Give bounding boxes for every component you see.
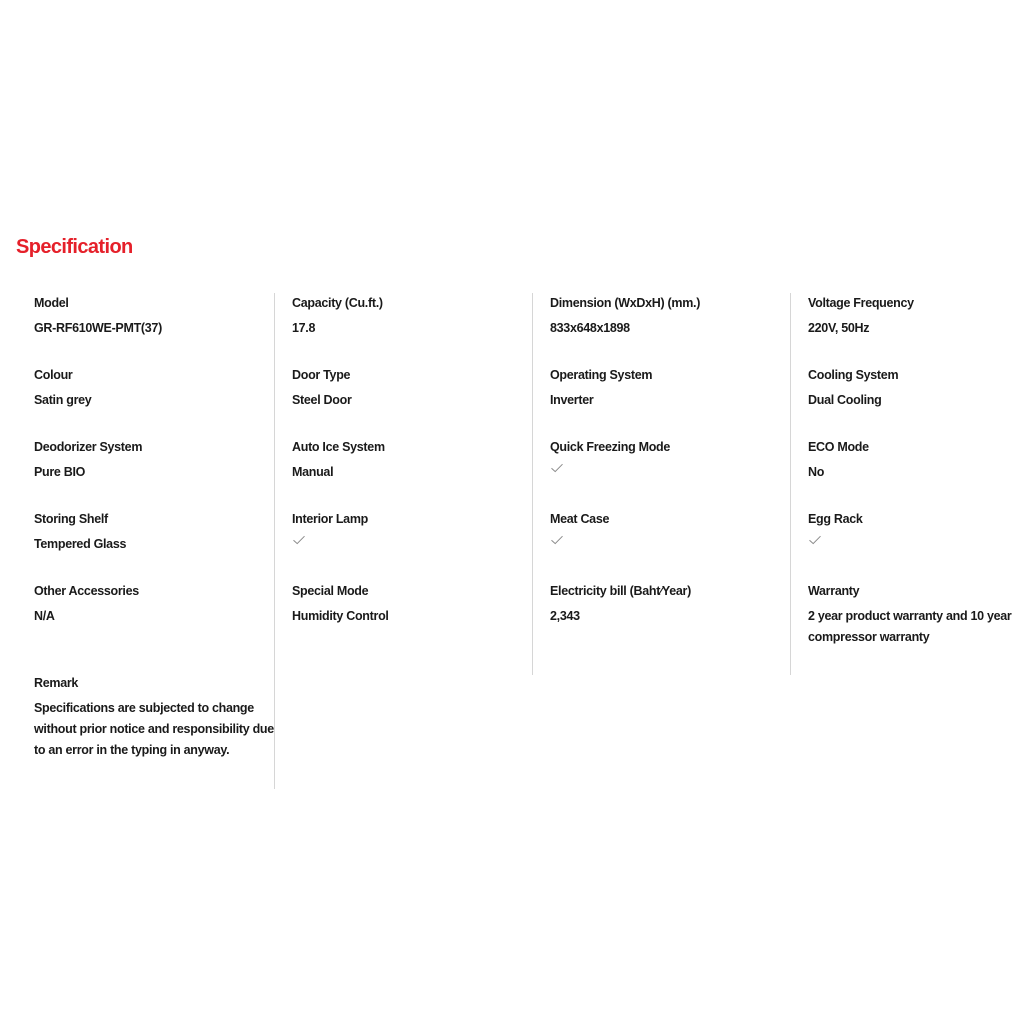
spec-item-warranty — [808, 581, 1020, 653]
spec-item-dimension — [550, 293, 790, 365]
spec-item-egg-rack — [808, 509, 1020, 581]
column-divider — [790, 293, 791, 675]
spec-value: Tempered Glass — [34, 537, 127, 551]
spec-column-4 — [808, 293, 1020, 653]
spec-label: Remark — [34, 676, 79, 690]
section-title: Specification — [16, 236, 133, 258]
spec-item-meat-case — [550, 509, 790, 581]
spec-label: Storing Shelf — [34, 512, 108, 526]
spec-item-eco-mode — [808, 437, 1020, 509]
remark-text: Specifications are subjected to change without prior notice and responsibility due to an error in the typing in anyway. — [34, 701, 274, 757]
spec-item-auto-ice-system — [292, 437, 532, 509]
spec-label: Cooling System — [808, 368, 899, 382]
spec-label: Interior Lamp — [292, 512, 368, 526]
spec-label: Dimension (WxDxH) (mm.) — [550, 296, 701, 310]
spec-value: 2 year product warranty and 10 year compressor warranty — [808, 609, 1012, 644]
spec-value: Manual — [292, 465, 334, 479]
spec-item-door-type — [292, 365, 532, 437]
spec-label: Model — [34, 296, 69, 310]
spec-item-model — [34, 293, 274, 365]
spec-value: Pure BIO — [34, 465, 86, 479]
spec-value: Satin grey — [34, 393, 92, 407]
spec-value: 220V, 50Hz — [808, 321, 870, 335]
spec-item-other-accessories — [34, 581, 274, 653]
spec-item-remark — [34, 673, 274, 761]
spec-value: 2,343 — [550, 609, 580, 623]
spec-column-2 — [292, 293, 532, 653]
spec-item-capacity — [292, 293, 532, 365]
spec-item-storing-shelf — [34, 509, 274, 581]
check-icon — [808, 533, 822, 547]
spec-item-quick-freezing-mode — [550, 437, 790, 509]
spec-value: GR-RF610WE-PMT(37) — [34, 321, 162, 335]
column-divider — [532, 293, 533, 675]
spec-item-special-mode — [292, 581, 532, 653]
check-icon — [550, 461, 564, 475]
check-icon — [292, 533, 306, 547]
spec-label: Warranty — [808, 584, 860, 598]
spec-label: Quick Freezing Mode — [550, 440, 671, 454]
spec-value: Humidity Control — [292, 609, 389, 623]
spec-value: No — [808, 465, 825, 479]
spec-column-1 — [34, 293, 274, 761]
spec-label: Door Type — [292, 368, 351, 382]
spec-label: Other Accessories — [34, 584, 139, 598]
spec-value: Inverter — [550, 393, 594, 407]
spec-value: Steel Door — [292, 393, 352, 407]
spec-item-operating-system — [550, 365, 790, 437]
spec-label: Operating System — [550, 368, 653, 382]
spec-label: Special Mode — [292, 584, 369, 598]
spec-item-deodorizer-system — [34, 437, 274, 509]
spec-item-cooling-system — [808, 365, 1020, 437]
spec-label: Colour — [34, 368, 73, 382]
spec-label: Capacity (Cu.ft.) — [292, 296, 383, 310]
spec-value: N/A — [34, 609, 55, 623]
spec-label: Voltage Frequency — [808, 296, 914, 310]
spec-item-electricity-bill — [550, 581, 790, 653]
spec-label: Auto Ice System — [292, 440, 385, 454]
spec-value: 17.8 — [292, 321, 316, 335]
spec-item-colour — [34, 365, 274, 437]
spec-label: Meat Case — [550, 512, 610, 526]
spec-value: 833x648x1898 — [550, 321, 630, 335]
spec-label: Egg Rack — [808, 512, 863, 526]
spec-value: Dual Cooling — [808, 393, 882, 407]
spec-label: ECO Mode — [808, 440, 869, 454]
spec-item-interior-lamp — [292, 509, 532, 581]
column-divider — [274, 293, 275, 789]
check-icon — [550, 533, 564, 547]
spec-column-3 — [550, 293, 790, 653]
spec-item-voltage-frequency — [808, 293, 1020, 365]
spec-label: Electricity bill (Baht∕Year) — [550, 584, 691, 598]
spec-label: Deodorizer System — [34, 440, 143, 454]
